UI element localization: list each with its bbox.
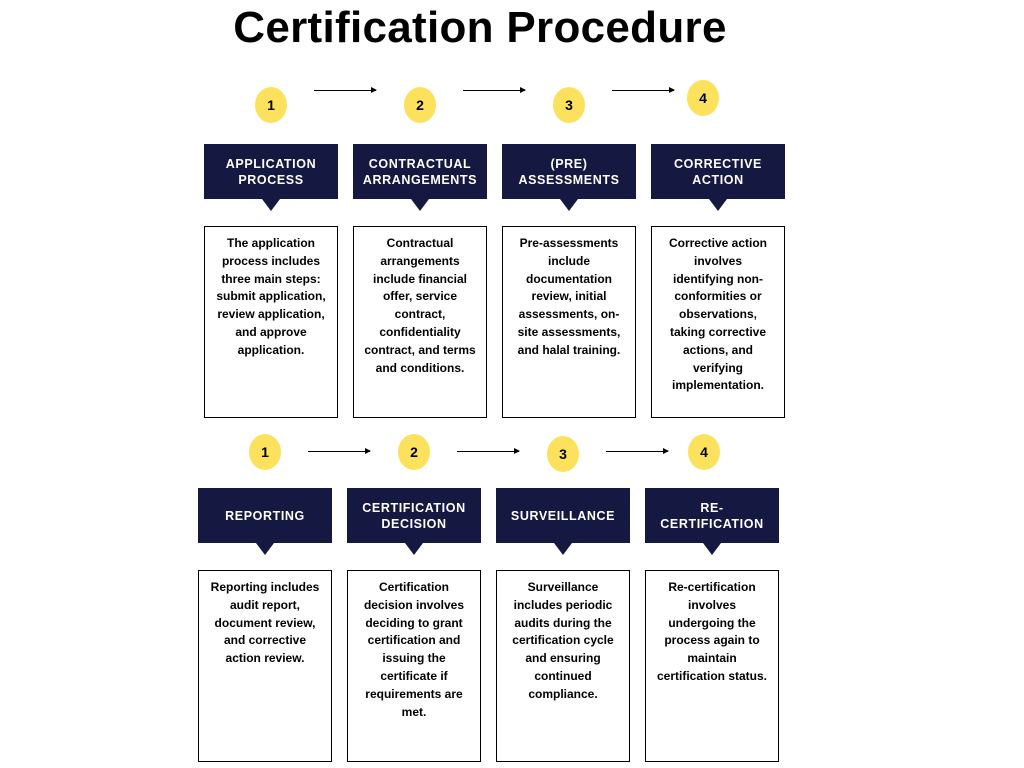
step-description: Surveillance includes periodic audits during the certification cycle and ensuring continued compliance. bbox=[496, 570, 630, 762]
step-heading: CORRECTIVE ACTION bbox=[651, 144, 785, 199]
step-description: Reporting includes audit report, document review, and corrective action review. bbox=[198, 570, 332, 762]
step-description: The application process includes three main steps: submit application, review application, and approve application. bbox=[204, 226, 338, 418]
step-description: Pre-assessments include documentation review, initial assessments, on-site assessments, and halal training. bbox=[502, 226, 636, 418]
step-heading: REPORTING bbox=[198, 488, 332, 543]
right-arrow-icon bbox=[314, 90, 376, 91]
step-number-circle: 2 bbox=[404, 87, 436, 123]
step-description: Re-certification involves undergoing the process again to maintain certification status. bbox=[645, 570, 779, 762]
step-number-circle: 1 bbox=[255, 87, 287, 123]
step-heading: RE-CERTIFICATION bbox=[645, 488, 779, 543]
step-number-circle: 3 bbox=[547, 436, 579, 472]
step-number-circle: 1 bbox=[249, 434, 281, 470]
step-heading: SURVEILLANCE bbox=[496, 488, 630, 543]
right-arrow-icon bbox=[612, 90, 674, 91]
step-description: Corrective action involves identifying non-conformities or observations, taking corrective actions, and verifying implementation. bbox=[651, 226, 785, 418]
right-arrow-icon bbox=[606, 451, 668, 452]
step-description: Certification decision involves deciding to grant certification and issuing the certificate if requirements are met. bbox=[347, 570, 481, 762]
step-number-circle: 2 bbox=[398, 434, 430, 470]
right-arrow-icon bbox=[463, 90, 525, 91]
step-heading: (PRE) ASSESSMENTS bbox=[502, 144, 636, 199]
step-heading: CONTRACTUAL ARRANGEMENTS bbox=[353, 144, 487, 199]
step-description: Contractual arrangements include financial offer, service contract, confidentiality contract, and terms and conditions. bbox=[353, 226, 487, 418]
step-number-circle: 4 bbox=[688, 434, 720, 470]
right-arrow-icon bbox=[457, 451, 519, 452]
step-heading: APPLICATION PROCESS bbox=[204, 144, 338, 199]
page-title: Certification Procedure bbox=[233, 3, 727, 52]
step-heading: CERTIFICATION DECISION bbox=[347, 488, 481, 543]
step-number-circle: 3 bbox=[553, 87, 585, 123]
step-number-circle: 4 bbox=[687, 80, 719, 116]
right-arrow-icon bbox=[308, 451, 370, 452]
